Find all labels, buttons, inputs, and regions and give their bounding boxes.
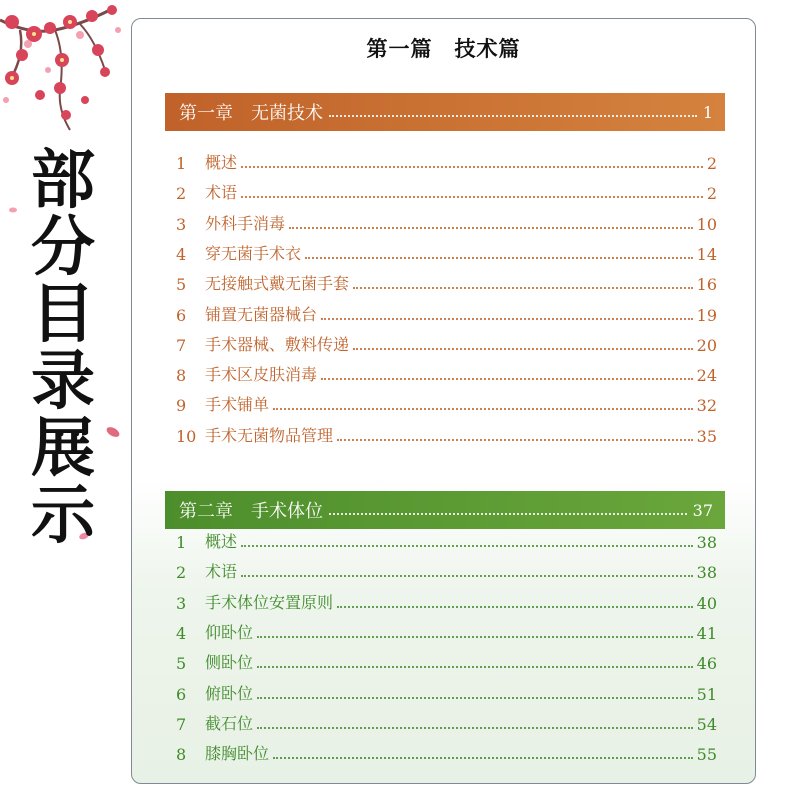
dot-leader [257, 636, 693, 638]
entry-number: 9 [176, 396, 187, 416]
entry-title: 手术体位安置原则 [205, 592, 334, 612]
entry-page: 40 [696, 593, 717, 613]
entry-number: 1 [176, 533, 187, 552]
entry-title: 侧卧位 [205, 653, 254, 673]
dot-leader [241, 166, 703, 168]
dot-leader [337, 439, 693, 441]
toc-entry[interactable] [176, 359, 717, 385]
dot-leader [305, 257, 693, 259]
side-title-char: 示 [31, 479, 95, 553]
dot-leader [289, 227, 693, 229]
entry-number: 6 [176, 305, 187, 325]
toc-entry[interactable] [176, 678, 717, 704]
entry-number: 3 [176, 593, 187, 613]
dot-leader [329, 115, 697, 117]
entry-title: 手术器械、敷料传递 [205, 334, 350, 354]
chapter-label: 第一章 无菌技术 [179, 103, 323, 124]
entry-title: 手术铺单 [205, 395, 270, 415]
plum-blossom-decoration [0, 0, 135, 150]
toc-page [131, 18, 756, 784]
toc-entry[interactable] [176, 177, 717, 203]
chapter-page: 37 [692, 500, 713, 520]
entry-title: 仰卧位 [205, 622, 254, 642]
chapter-label: 第二章 手术体位 [179, 501, 323, 522]
entry-number: 7 [176, 714, 187, 734]
entry-title: 穿无菌手术衣 [205, 243, 302, 263]
toc-entry[interactable] [176, 147, 717, 173]
entry-title: 术语 [205, 183, 238, 203]
part-title: 第一篇 技术篇 [366, 36, 521, 61]
entry-number: 4 [176, 244, 187, 264]
entry-page: 14 [696, 244, 717, 264]
entry-title: 无接触式戴无菌手套 [205, 274, 350, 294]
entry-number: 8 [176, 745, 187, 765]
entry-number: 6 [176, 684, 187, 704]
entry-page: 55 [696, 745, 717, 765]
dot-leader [353, 348, 693, 350]
entry-page: 41 [696, 623, 717, 643]
toc-entry[interactable] [176, 738, 717, 764]
entry-page: 10 [696, 214, 717, 234]
entry-title: 膝胸卧位 [205, 744, 270, 764]
entry-number: 5 [176, 654, 187, 674]
entry-page: 54 [696, 714, 717, 734]
side-title-char: 部 [31, 144, 95, 218]
dot-leader [273, 757, 693, 759]
chapter-page: 1 [702, 102, 713, 122]
dot-leader [321, 378, 693, 380]
entry-page: 46 [696, 654, 717, 674]
dot-leader [337, 606, 693, 608]
dot-leader [273, 408, 693, 410]
entry-page: 24 [696, 366, 717, 386]
entry-title: 铺置无菌器械台 [205, 304, 318, 324]
toc-entry[interactable] [176, 617, 717, 643]
falling-petal [8, 205, 18, 215]
entry-number: 2 [176, 184, 187, 204]
toc-entry[interactable] [176, 208, 717, 234]
dot-leader [257, 727, 693, 729]
dot-leader [329, 513, 687, 515]
toc-entry[interactable] [176, 556, 717, 582]
entry-title: 术语 [205, 562, 238, 582]
entry-title: 手术区皮肤消毒 [205, 365, 318, 385]
toc-entry[interactable] [176, 389, 717, 415]
dot-leader [241, 575, 693, 577]
entry-page: 32 [696, 396, 717, 416]
side-title-char: 目 [31, 278, 95, 352]
entry-page: 38 [696, 563, 717, 583]
side-title [18, 144, 108, 553]
toc-entry[interactable] [176, 526, 717, 552]
entry-number: 5 [176, 275, 187, 295]
entry-number: 10 [176, 426, 197, 446]
toc-entry[interactable] [176, 647, 717, 673]
toc-entry[interactable] [176, 420, 717, 446]
entry-number: 2 [176, 563, 187, 583]
side-title-char: 分 [31, 211, 95, 285]
toc-entry[interactable] [176, 708, 717, 734]
chapter-1-header[interactable] [165, 93, 725, 131]
entry-page: 16 [696, 275, 717, 295]
entry-page: 2 [706, 154, 717, 173]
side-title-char: 录 [31, 345, 95, 419]
dot-leader [321, 318, 693, 320]
toc-entry[interactable] [176, 299, 717, 325]
dot-leader [257, 666, 693, 668]
toc-entry[interactable] [176, 329, 717, 355]
entry-page: 38 [696, 533, 717, 552]
chapter-2-header[interactable] [165, 491, 725, 529]
entry-number: 7 [176, 335, 187, 355]
side-title-char: 展 [31, 412, 95, 486]
dot-leader [241, 196, 703, 198]
entry-number: 3 [176, 214, 187, 234]
entry-title: 概述 [205, 153, 238, 172]
entry-title: 外科手消毒 [205, 213, 286, 233]
entry-number: 1 [176, 154, 187, 173]
entry-number: 4 [176, 623, 187, 643]
entry-title: 手术无菌物品管理 [205, 425, 334, 445]
entry-page: 35 [696, 426, 717, 446]
entry-title: 俯卧位 [205, 683, 254, 703]
toc-entry[interactable] [176, 268, 717, 294]
entry-page: 19 [696, 305, 717, 325]
toc-entry[interactable] [176, 587, 717, 613]
entry-page: 2 [706, 184, 717, 204]
dot-leader [353, 287, 693, 289]
entry-page: 20 [696, 335, 717, 355]
entry-page: 51 [696, 684, 717, 704]
entry-number: 8 [176, 366, 187, 386]
toc-entry[interactable] [176, 238, 717, 264]
dot-leader [241, 545, 693, 547]
dot-leader [257, 697, 693, 699]
entry-title: 概述 [205, 532, 238, 551]
entry-title: 截石位 [205, 713, 254, 733]
